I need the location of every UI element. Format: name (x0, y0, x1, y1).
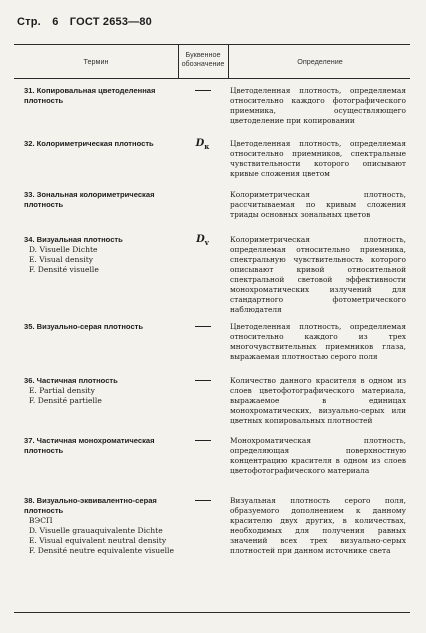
entry-term (24, 436, 180, 456)
term-name: 31. Копировальная цветоделенная плотность (24, 86, 156, 105)
page-header (17, 16, 160, 28)
standard-title: ГОСТ 2653—80 (69, 16, 152, 28)
term-name: 37. Частичная монохроматическая плотность (24, 436, 155, 455)
symbol-dash (195, 90, 211, 91)
term-name: 36. Частичная плотность (24, 376, 118, 385)
symbol-dash (195, 500, 211, 501)
term-translation: D. Visuelle grauaquivalente Dichte (24, 526, 163, 535)
entry-term (24, 139, 180, 149)
term-translation: F. Densité neutre equivalente visuelle (24, 546, 174, 555)
entry-term (24, 86, 180, 106)
column-divider-1 (178, 44, 179, 78)
term-translation: E. Visual equivalent neutral density (24, 536, 167, 545)
entry-definition: Визуальная плотность серого поля, образуемого дополнением к данному красителю двух других, в количествах, необходимых для получения равных значений всех трех визуально-серых плотностей при данном источнике света (230, 496, 406, 555)
entry-definition: Цветоделенная плотность, определяемая относительно каждого из трех многочувствительных приемников глаза, выражаемая плотностью серого поля (230, 322, 406, 361)
column-divider-2 (228, 44, 229, 78)
entry-symbol (180, 322, 225, 332)
table-header-bottom-rule (14, 78, 410, 79)
term-translation: F. Densité visuelle (24, 265, 99, 274)
symbol-text: D (196, 234, 205, 245)
entry-term (24, 376, 180, 406)
table-bottom-rule (14, 612, 410, 613)
term-name: 32. Колориметрическая плотность (24, 139, 154, 148)
entry-definition: Цветоделенная плотность, определяемая относительно каждого фотографического приемника, осуществляющего цветоделение при копировании (230, 86, 406, 125)
entry-term (24, 235, 180, 275)
term-translation: F. Densité partielle (24, 396, 102, 405)
entry-symbol (180, 86, 225, 96)
entry-symbol (180, 496, 225, 506)
term-name: 35. Визуально-серая плотность (24, 322, 144, 331)
symbol-dash (195, 440, 211, 441)
entry-definition: Количество данного красителя в одном из слоев цветофотографического материала, выражаемое в единицах монохроматических, визуально-серых или цветных копировальных плотностей (230, 376, 406, 425)
term-name: 33. Зональная колориметрическая плотность (24, 190, 155, 209)
entry-definition: Колориметрическая плотность, определяемая относительно приемника, спектральную чувствительность которого описывают кривой относительной спектральной световой эффективности монохроматических излучений для стандартного фотометрического наблюдателя (230, 235, 406, 314)
page-number: 6 (52, 16, 59, 28)
symbol-dash (195, 326, 211, 327)
entry-symbol (180, 235, 225, 248)
term-translation: E. Visual density (24, 255, 94, 264)
entry-symbol (180, 436, 225, 446)
entry-definition: Колориметрическая плотность, рассчитываемая по кривым сложения триады основных зональных цветов (230, 190, 406, 219)
term-name: 34. Визуальная плотность (24, 235, 123, 244)
column-header-definition: Определение (297, 57, 343, 66)
term-name: 38. Визуально-эквивалентно-серая плотность (24, 496, 157, 515)
symbol-dash (195, 380, 211, 381)
page-label: Стр. (17, 16, 41, 28)
entry-term (24, 322, 180, 332)
entry-term (24, 190, 180, 210)
entry-definition: Монохроматическая плотность, определяющая поверхностную концентрацию красителя в одном из слоев цветофотографического материала (230, 436, 406, 475)
symbol-subscript: v (204, 238, 209, 247)
entry-definition: Цветоделенная плотность, определяемая относительно приемников, спектральные чувствительности которого описывают кривые сложения цветом (230, 139, 406, 178)
symbol-text: D (195, 138, 205, 149)
entry-symbol (180, 376, 225, 386)
term-translation: ВЭСП (24, 516, 53, 525)
column-header-symbol: Буквенное обозначение (181, 50, 225, 68)
term-translation: E. Partial density (24, 386, 95, 395)
entry-term (24, 496, 180, 556)
entry-symbol (180, 139, 225, 152)
table-top-rule (14, 44, 410, 45)
symbol-subscript: к (204, 142, 210, 151)
column-header-term: Термин (83, 57, 109, 66)
term-translation: D. Visuelle Dichte (24, 245, 98, 254)
